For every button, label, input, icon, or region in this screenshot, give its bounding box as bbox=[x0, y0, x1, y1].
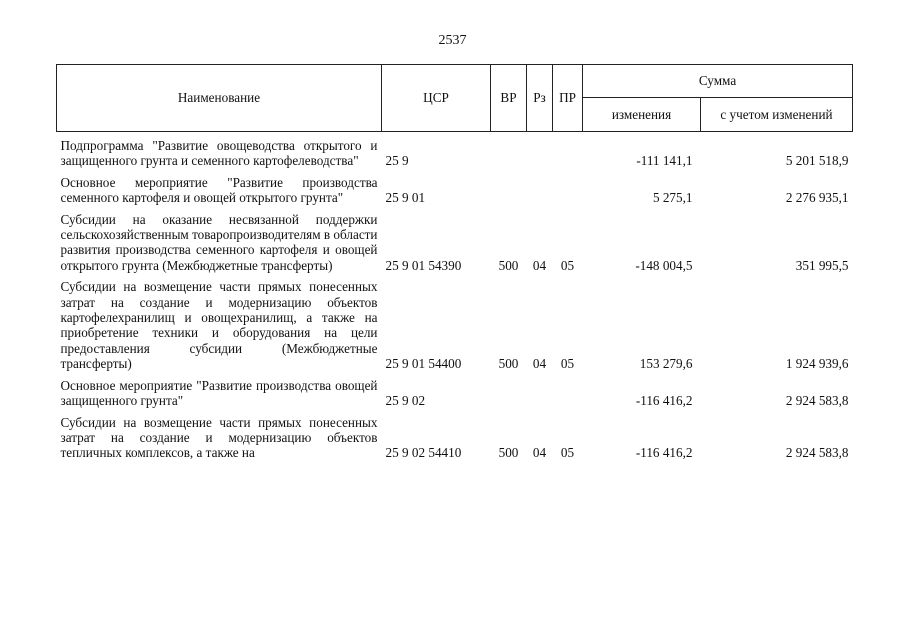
header-total: с учетом изменений bbox=[701, 98, 853, 132]
row-change: -116 416,2 bbox=[635, 445, 693, 461]
row-name: Основное мероприятие "Развитие производства овощей защищенного грунта" bbox=[60, 377, 378, 409]
row-csr: 25 9 02 54410 bbox=[385, 445, 462, 461]
row-csr: 25 9 bbox=[385, 153, 409, 169]
row-total: 2 924 583,8 bbox=[785, 445, 849, 461]
budget-table bbox=[56, 64, 853, 461]
table-row bbox=[57, 169, 853, 206]
row-name: Субсидии на возмещение части прямых понесенных затрат на создание и модернизацию объектов тепличных комплексов, а также на bbox=[60, 414, 378, 461]
row-csr: 25 9 01 bbox=[385, 190, 426, 206]
row-vr: 500 bbox=[498, 356, 519, 372]
row-change: -116 416,2 bbox=[635, 393, 693, 409]
row-csr: 25 9 01 54390 bbox=[385, 257, 462, 273]
row-pr bbox=[553, 132, 583, 169]
header-rz: Рз bbox=[527, 65, 553, 132]
row-name: Субсидии на оказание несвязанной поддержки сельскохозяйственным товаропроизводителям в области развития производства семенного картофеля и овощей открытого грунта (Межбюджетные трансферты) bbox=[60, 211, 378, 273]
row-rz: 04 bbox=[532, 257, 547, 273]
row-vr bbox=[491, 169, 527, 206]
row-total: 1 924 939,6 bbox=[785, 356, 849, 372]
row-rz: 04 bbox=[532, 356, 547, 372]
row-csr: 25 9 02 bbox=[385, 393, 426, 409]
row-vr: 500 bbox=[498, 445, 519, 461]
row-total: 5 201 518,9 bbox=[785, 153, 849, 169]
table-row bbox=[57, 409, 853, 461]
row-change: 5 275,1 bbox=[652, 190, 693, 206]
header-pr: ПР bbox=[553, 65, 583, 132]
row-pr: 05 bbox=[560, 257, 575, 273]
table-header bbox=[57, 65, 853, 132]
row-pr bbox=[553, 372, 583, 409]
row-rz bbox=[527, 372, 553, 409]
row-rz: 04 bbox=[532, 445, 547, 461]
header-change: изменения bbox=[583, 98, 701, 132]
page-number: 2537 bbox=[438, 33, 467, 48]
row-pr: 05 bbox=[560, 445, 575, 461]
header-name: Наименование bbox=[57, 65, 382, 132]
table-row bbox=[57, 132, 853, 169]
row-rz bbox=[527, 132, 553, 169]
table-body bbox=[57, 132, 853, 461]
row-change: -111 141,1 bbox=[636, 153, 693, 169]
row-csr: 25 9 01 54400 bbox=[385, 356, 462, 372]
row-vr bbox=[491, 372, 527, 409]
row-name: Субсидии на возмещение части прямых понесенных затрат на создание и модернизацию объектов картофелехранилищ и овощехранилищ, а также на приобретение техники и оборудования на цели предоставления субсидии (Межбюджетные трансферты) bbox=[60, 279, 378, 372]
row-pr bbox=[553, 169, 583, 206]
row-pr: 05 bbox=[560, 356, 575, 372]
table-row bbox=[57, 273, 853, 371]
row-name: Основное мероприятие "Развитие производства семенного картофеля и овощей открытого грунта" bbox=[60, 174, 378, 206]
table-row bbox=[57, 206, 853, 274]
row-change: -148 004,5 bbox=[635, 257, 693, 273]
table-row bbox=[57, 372, 853, 409]
row-vr bbox=[491, 132, 527, 169]
row-total: 2 924 583,8 bbox=[785, 393, 849, 409]
row-change: 153 279,6 bbox=[639, 356, 693, 372]
row-rz bbox=[527, 169, 553, 206]
header-sum: Сумма bbox=[583, 65, 853, 98]
row-total: 2 276 935,1 bbox=[785, 190, 849, 206]
row-total: 351 995,5 bbox=[795, 257, 849, 273]
row-vr: 500 bbox=[498, 257, 519, 273]
header-vr: ВР bbox=[491, 65, 527, 132]
header-csr: ЦСР bbox=[382, 65, 491, 132]
row-name: Подпрограмма "Развитие овощеводства открытого и защищенного грунта и семенного картофелеводства" bbox=[60, 138, 378, 169]
